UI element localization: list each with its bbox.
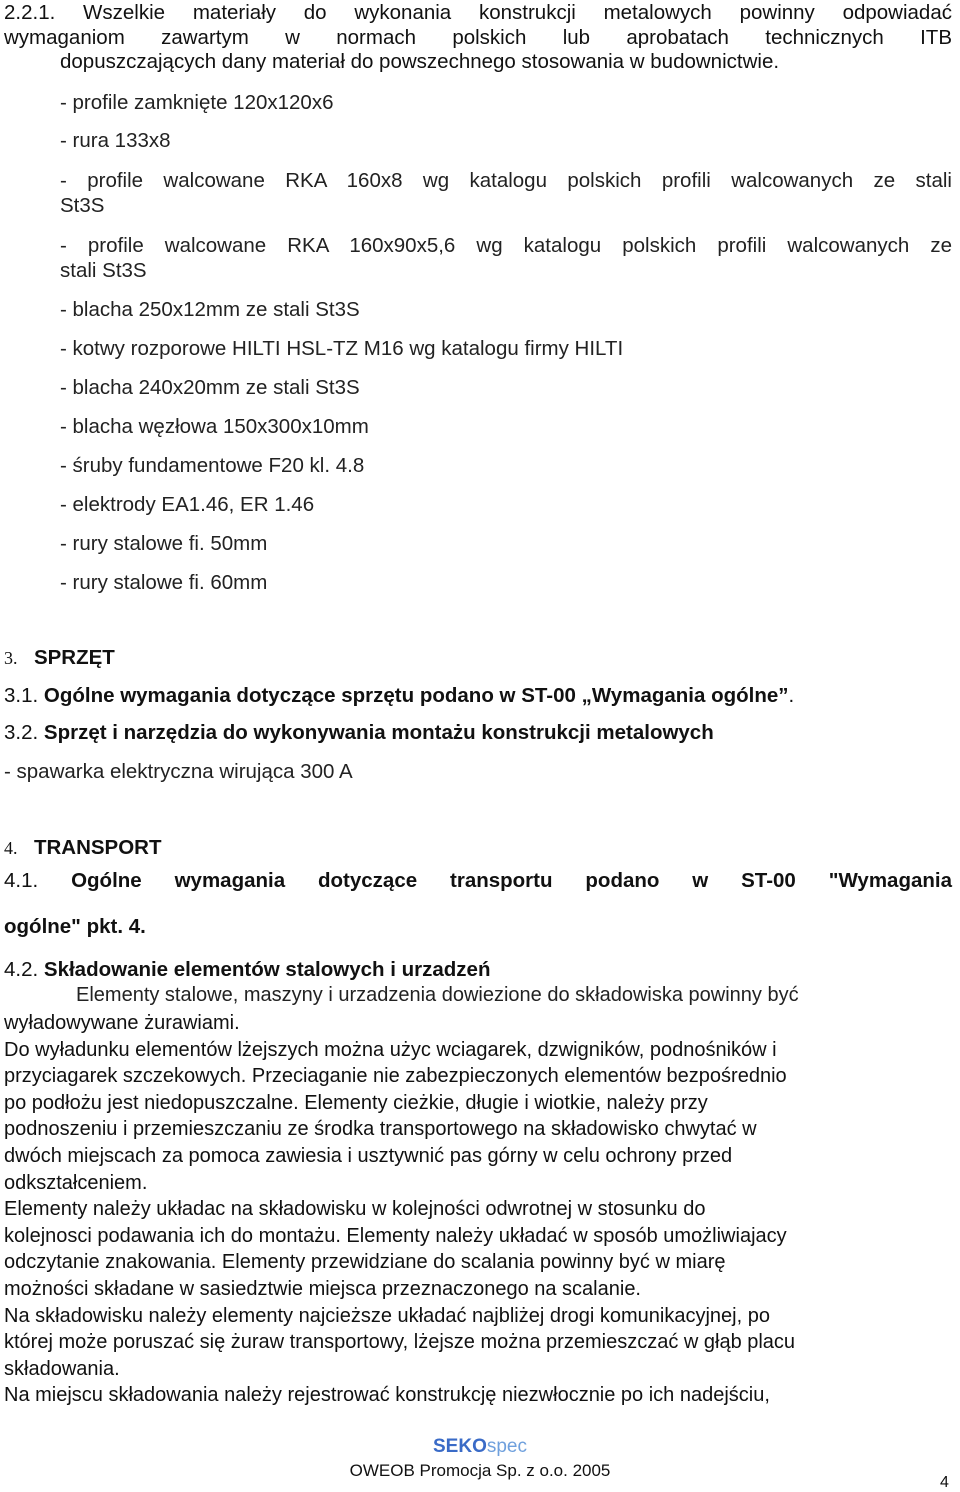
footer-logo <box>0 1436 960 1458</box>
intro-line: 2.2.1. Wszelkie materiały do wykonania konstrukcji metalowych powinny odpowiadać <box>4 1 952 24</box>
subsection-number: 4.2. <box>4 958 39 981</box>
body-line: dwóch miejscach za pomoca zawiesia i usztywnić pas górny w celu ochrony przed <box>4 1144 733 1167</box>
intro-line: dopuszczających dany materiał do powszechnego stosowania w budownictwie. <box>60 50 780 73</box>
subsection-4-1 <box>4 868 952 893</box>
equipment-item: - spawarka elektryczna wirująca 300 A <box>4 760 353 783</box>
subsection-end: . <box>788 684 795 707</box>
body-line: podnoszeniu i przemieszczaniu ze środka transportowego na składowisko chwytać w <box>4 1118 757 1141</box>
section-3-heading <box>4 646 115 670</box>
body-line: po podłożu jest niedopuszczalne. Elementy cieżkie, długie i wiotkie, należy przy <box>4 1091 708 1114</box>
body-line: której może poruszać się żuraw transportowy, lżejsze można przemieszczać w głąb placu <box>4 1331 796 1354</box>
material-item-line: - profile walcowane RKA 160x90x5,6 wg katalogu polskich profili walcowanych ze <box>60 234 952 257</box>
body-line: Na składowisku należy elementy najcieższe układać najbliżej drogi komunikacyjnej, po <box>4 1304 770 1327</box>
subsection-number: 3.2. <box>4 721 39 744</box>
material-item: - śruby fundamentowe F20 kl. 4.8 <box>60 454 365 477</box>
material-item: - rury stalowe fi. 50mm <box>60 532 268 555</box>
material-item-line: - profile walcowane RKA 160x8 wg katalogu polskich profili walcowanych ze stali <box>60 169 952 192</box>
subsection-4-1-line <box>4 868 952 893</box>
material-item <box>60 232 952 259</box>
subsection-3-2 <box>4 721 714 745</box>
body-line: kolejnosci podawania ich do montażu. Elementy należy układać w sposób umożliwiajacy <box>4 1224 787 1247</box>
body-line: składowania. <box>4 1357 120 1380</box>
storage-indent-line: Elementy stalowe, maszyny i urzadzenia dowiezione do składowiska powinny być <box>76 984 799 1006</box>
subsection-number: 4.1. <box>4 869 39 892</box>
intro-line: wymaganiom zawartym w normach polskich lub aprobatach technicznych ITB <box>4 26 952 49</box>
logo-part-a: SEKO <box>433 1436 487 1457</box>
section-title: TRANSPORT <box>33 836 162 859</box>
subsection-text: Sprzęt i narzędzia do wykonywania montażu konstrukcji metalowych <box>43 721 714 744</box>
section-4-heading <box>4 836 162 860</box>
material-item: - kotwy rozporowe HILTI HSL-TZ M16 wg katalogu firmy HILTI <box>60 337 624 360</box>
subsection-4-2 <box>4 958 490 982</box>
subsection-text: Ogólne wymagania dotyczące transportu podano w ST-00 "Wymagania <box>71 869 952 892</box>
body-line: Elementy należy układac na składowisku w kolejności odwrotnej w stosunku do <box>4 1198 706 1221</box>
material-item-cont: St3S <box>60 194 105 217</box>
body-line: Do wyładunku elementów lżejszych można użyc wciagarek, dzwigników, podnośników i <box>4 1038 777 1061</box>
footer-text: OWEOB Promocja Sp. z o.o. 2005 <box>349 1461 611 1480</box>
body-line: odczytanie znakowania. Elementy przewidziane do scalania powinny być w miarę <box>4 1251 726 1274</box>
material-item: - blacha 250x12mm ze stali St3S <box>60 298 360 321</box>
material-item: - blacha węzłowa 150x300x10mm <box>60 415 369 438</box>
material-item: - rura 133x8 <box>60 129 171 152</box>
intro-paragraph <box>4 0 952 50</box>
body-line: Na miejscu składowania należy rejestrować konstrukcję niezwłocznie po ich nadejściu, <box>4 1384 770 1407</box>
subsection-text: Ogólne wymagania dotyczące sprzętu podano w ST-00 „Wymagania ogólne” <box>43 684 789 707</box>
material-item: - profile zamknięte 120x120x6 <box>60 91 334 114</box>
body-line: możności składane w sasiedztwie miejsca przeznaczonego na scalanie. <box>4 1277 641 1300</box>
material-item-cont: stali St3S <box>60 259 147 282</box>
material-item: - elektrody EA1.46, ER 1.46 <box>60 493 315 516</box>
material-item: - rury stalowe fi. 60mm <box>60 571 268 594</box>
section-number: 4. <box>4 838 18 858</box>
storage-body <box>4 1010 795 1409</box>
body-line: wyładowywane żurawiami. <box>4 1012 240 1034</box>
subsection-4-1-line2: ogólne" pkt. 4. <box>4 915 146 938</box>
subsection-3-1 <box>4 684 794 708</box>
material-item <box>60 167 952 194</box>
subsection-number: 3.1. <box>4 684 39 707</box>
body-line: przyciagarek szczekowych. Przeciaganie nie zabezpieczonych elementów bezpośrednio <box>4 1065 787 1088</box>
subsection-title: Składowanie elementów stalowych i urzadzeń <box>43 958 491 981</box>
body-line: odkształceniem. <box>4 1171 148 1194</box>
section-title: SPRZĘT <box>33 646 115 669</box>
section-number: 3. <box>4 648 18 668</box>
logo-part-b: spec <box>486 1436 527 1457</box>
material-item: - blacha 240x20mm ze stali St3S <box>60 376 360 399</box>
page-number: 4 <box>940 1474 949 1491</box>
